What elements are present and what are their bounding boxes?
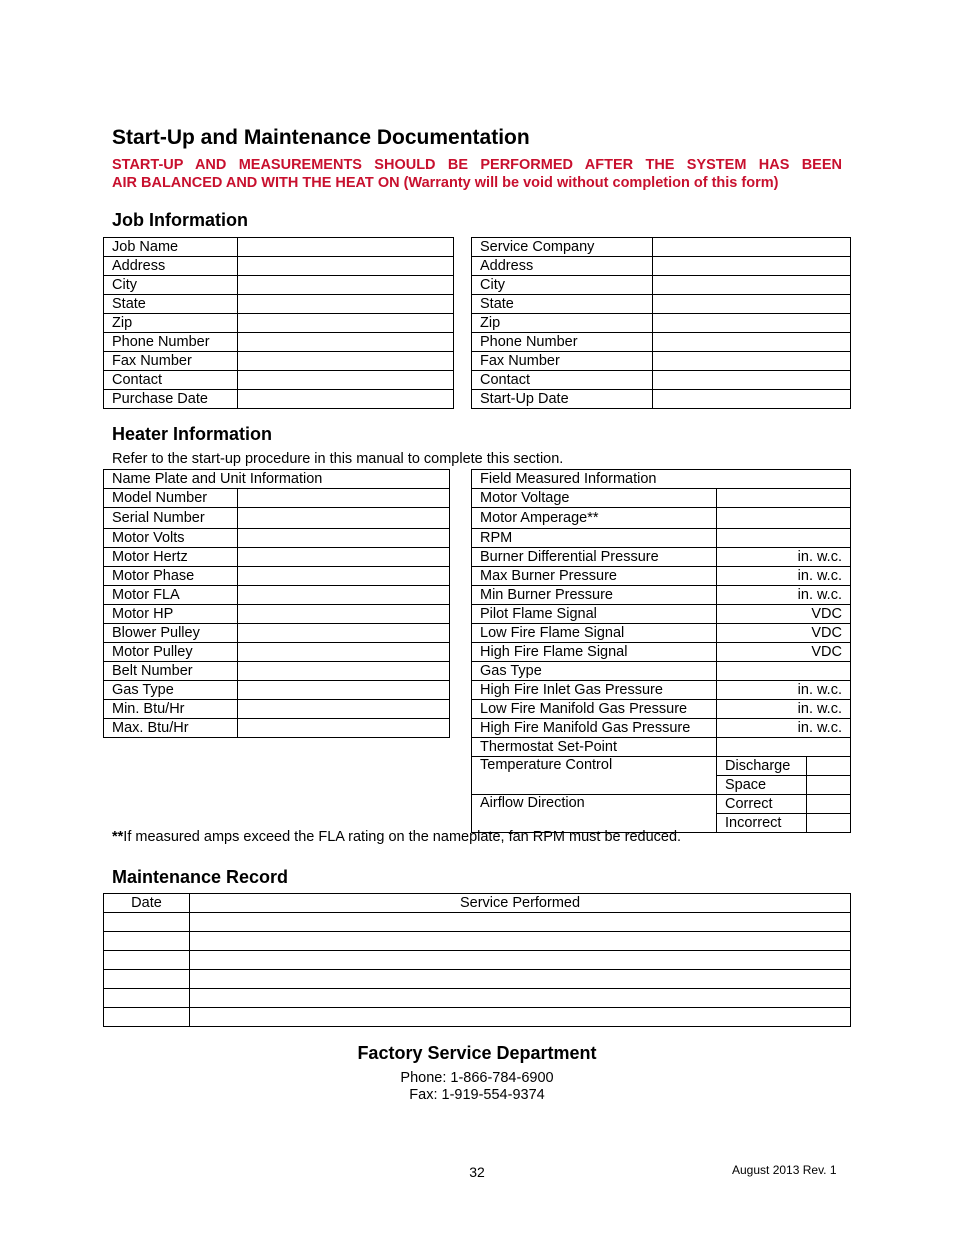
maintenance-row <box>104 1008 851 1027</box>
service-info-row-label: Start-Up Date <box>472 390 653 409</box>
maintenance-service-field[interactable] <box>190 1008 851 1027</box>
field-measured-row <box>472 662 851 681</box>
name-plate-row-field[interactable] <box>238 719 450 738</box>
field-measured-label: Gas Type <box>472 662 717 681</box>
job-info-row-label: State <box>104 295 238 314</box>
form-row <box>472 371 851 390</box>
field-measured-label: High Fire Manifold Gas Pressure <box>472 719 717 738</box>
form-row <box>104 314 454 333</box>
form-row <box>104 567 450 586</box>
form-row <box>104 508 450 529</box>
name-plate-row-label: Min. Btu/Hr <box>104 700 238 719</box>
name-plate-row-field[interactable] <box>238 508 450 529</box>
name-plate-row-field[interactable] <box>238 662 450 681</box>
service-info-row-label: City <box>472 276 653 295</box>
field-measured-value[interactable] <box>717 662 851 681</box>
temperature-control-option: Discharge <box>717 757 807 776</box>
name-plate-row-field[interactable] <box>238 548 450 567</box>
job-info-row-field[interactable] <box>238 371 454 390</box>
field-measured-value[interactable]: VDC <box>717 643 851 662</box>
form-row <box>472 333 851 352</box>
name-plate-row-label: Motor HP <box>104 605 238 624</box>
temperature-control-row <box>472 757 851 776</box>
job-info-row-label: Contact <box>104 371 238 390</box>
service-info-row-label: Zip <box>472 314 653 333</box>
name-plate-row-label: Belt Number <box>104 662 238 681</box>
name-plate-row-field[interactable] <box>238 681 450 700</box>
field-measured-label: Thermostat Set-Point <box>472 738 717 757</box>
field-measured-label: Low Fire Flame Signal <box>472 624 717 643</box>
field-measured-value[interactable] <box>717 738 851 757</box>
service-info-row-label: State <box>472 295 653 314</box>
service-info-row-field[interactable] <box>653 371 851 390</box>
field-measured-table <box>471 469 851 833</box>
field-measured-label: Motor Voltage <box>472 489 717 508</box>
name-plate-row-field[interactable] <box>238 624 450 643</box>
warning-line-1: START-UP AND MEASUREMENTS SHOULD BE PERFORMED AFTER THE SYSTEM HAS BEEN <box>112 157 842 173</box>
field-measured-value[interactable]: VDC <box>717 624 851 643</box>
field-measured-label: Motor Amperage** <box>472 508 717 529</box>
field-measured-row <box>472 567 851 586</box>
field-measured-row <box>472 508 851 529</box>
form-row <box>104 489 450 508</box>
airflow-direction-option: Correct <box>717 795 807 814</box>
job-info-row-label: Fax Number <box>104 352 238 371</box>
maintenance-service-field[interactable] <box>190 932 851 951</box>
field-measured-row <box>472 605 851 624</box>
service-info-row-label: Phone Number <box>472 333 653 352</box>
form-row <box>104 352 454 371</box>
form-row <box>472 257 851 276</box>
maintenance-service-field[interactable] <box>190 989 851 1008</box>
maintenance-row <box>104 951 851 970</box>
form-row <box>472 352 851 371</box>
page-title: Start-Up and Maintenance Documentation <box>112 126 530 149</box>
field-measured-row <box>472 738 851 757</box>
job-info-row-label: City <box>104 276 238 295</box>
job-info-table <box>103 237 454 409</box>
form-row <box>472 295 851 314</box>
field-measured-header: Field Measured Information <box>472 470 851 489</box>
field-measured-value[interactable] <box>717 508 851 529</box>
field-measured-row <box>472 719 851 738</box>
form-row <box>104 643 450 662</box>
name-plate-row-label: Gas Type <box>104 681 238 700</box>
field-measured-row <box>472 643 851 662</box>
job-info-row-field[interactable] <box>238 314 454 333</box>
name-plate-row-label: Serial Number <box>104 508 238 529</box>
name-plate-row-field[interactable] <box>238 529 450 548</box>
name-plate-row-field[interactable] <box>238 700 450 719</box>
service-info-row-field[interactable] <box>653 295 851 314</box>
footnote-text: If measured amps exceed the FLA rating on the nameplate, fan RPM must be reduced. <box>123 829 682 845</box>
job-info-row-label: Phone Number <box>104 333 238 352</box>
maintenance-row <box>104 932 851 951</box>
field-measured-label: Burner Differential Pressure <box>472 548 717 567</box>
field-measured-value[interactable]: in. w.c. <box>717 719 851 738</box>
service-info-row-field[interactable] <box>653 276 851 295</box>
form-row <box>104 333 454 352</box>
form-row <box>472 276 851 295</box>
job-info-row-label: Address <box>104 257 238 276</box>
temperature-control-checkbox[interactable] <box>807 776 851 795</box>
service-info-row-label: Contact <box>472 371 653 390</box>
form-row <box>472 314 851 333</box>
form-row <box>104 700 450 719</box>
form-row <box>104 529 450 548</box>
form-row <box>104 548 450 567</box>
form-row <box>104 390 454 409</box>
service-info-row-field[interactable] <box>653 314 851 333</box>
maintenance-date-field[interactable] <box>104 932 190 951</box>
service-info-row-field[interactable] <box>653 390 851 409</box>
service-info-row-field[interactable] <box>653 352 851 371</box>
service-company-table <box>471 237 851 409</box>
service-info-row-field[interactable] <box>653 333 851 352</box>
name-plate-header: Name Plate and Unit Information <box>104 470 450 489</box>
temperature-control-label: Temperature Control <box>472 757 717 795</box>
airflow-direction-checkbox[interactable] <box>807 795 851 814</box>
field-measured-value[interactable]: in. w.c. <box>717 681 851 700</box>
heater-information-note: Refer to the start-up procedure in this manual to complete this section. <box>112 451 564 467</box>
heater-information-heading: Heater Information <box>112 424 273 444</box>
field-measured-row <box>472 700 851 719</box>
temperature-control-checkbox[interactable] <box>807 757 851 776</box>
maintenance-service-field[interactable] <box>190 951 851 970</box>
field-measured-value[interactable] <box>717 489 851 508</box>
name-plate-row-field[interactable] <box>238 489 450 508</box>
name-plate-row-field[interactable] <box>238 643 450 662</box>
service-info-row-label: Address <box>472 257 653 276</box>
form-row <box>472 238 851 257</box>
field-measured-label: Low Fire Manifold Gas Pressure <box>472 700 717 719</box>
field-measured-value[interactable] <box>717 529 851 548</box>
form-row <box>104 257 454 276</box>
name-plate-row-field[interactable] <box>238 567 450 586</box>
maintenance-date-field[interactable] <box>104 989 190 1008</box>
field-measured-row <box>472 529 851 548</box>
form-row <box>104 586 450 605</box>
name-plate-row-label: Motor FLA <box>104 586 238 605</box>
form-row <box>104 624 450 643</box>
form-row <box>104 238 454 257</box>
airflow-direction-checkbox[interactable] <box>807 814 851 833</box>
field-measured-row <box>472 548 851 567</box>
page-number: 32 <box>469 1164 485 1180</box>
field-measured-value[interactable]: in. w.c. <box>717 700 851 719</box>
job-information-heading: Job Information <box>112 210 248 230</box>
temperature-control-option: Space <box>717 776 807 795</box>
form-row <box>472 390 851 409</box>
name-plate-table <box>103 469 450 738</box>
service-info-row-field[interactable] <box>653 257 851 276</box>
form-row <box>104 662 450 681</box>
job-info-row-field[interactable] <box>238 238 454 257</box>
field-measured-label: High Fire Flame Signal <box>472 643 717 662</box>
name-plate-row-label: Max. Btu/Hr <box>104 719 238 738</box>
field-measured-value[interactable]: in. w.c. <box>717 586 851 605</box>
service-info-row-label: Service Company <box>472 238 653 257</box>
maintenance-record-heading: Maintenance Record <box>112 867 289 887</box>
airflow-direction-row <box>472 795 851 814</box>
maintenance-row <box>104 989 851 1008</box>
revision-label: August 2013 Rev. 1 <box>732 1163 837 1177</box>
field-measured-label: Max Burner Pressure <box>472 567 717 586</box>
factory-fax: Fax: 1-919-554-9374 <box>409 1087 545 1103</box>
maintenance-row <box>104 970 851 989</box>
maintenance-date-field[interactable] <box>104 913 190 932</box>
factory-phone: Phone: 1-866-784-6900 <box>400 1070 554 1086</box>
name-plate-row-label: Motor Volts <box>104 529 238 548</box>
field-measured-row <box>472 624 851 643</box>
field-measured-value[interactable]: in. w.c. <box>717 567 851 586</box>
job-info-row-label: Job Name <box>104 238 238 257</box>
airflow-direction-label: Airflow Direction <box>472 795 717 833</box>
form-row <box>104 605 450 624</box>
field-measured-row <box>472 681 851 700</box>
maintenance-service-field[interactable] <box>190 970 851 989</box>
form-row <box>104 276 454 295</box>
field-measured-label: RPM <box>472 529 717 548</box>
form-row <box>104 681 450 700</box>
maintenance-row <box>104 913 851 932</box>
service-info-row-field[interactable] <box>653 238 851 257</box>
form-row <box>104 719 450 738</box>
maintenance-record-table <box>103 893 851 1027</box>
job-info-row-label: Zip <box>104 314 238 333</box>
field-measured-value[interactable]: in. w.c. <box>717 548 851 567</box>
name-plate-row-field[interactable] <box>238 605 450 624</box>
form-row <box>104 295 454 314</box>
job-info-row-field[interactable] <box>238 257 454 276</box>
warning-line-2: AIR BALANCED AND WITH THE HEAT ON (Warranty will be void without completion of this form) <box>112 175 779 191</box>
maintenance-service-header: Service Performed <box>190 894 851 913</box>
name-plate-row-label: Blower Pulley <box>104 624 238 643</box>
maintenance-date-field[interactable] <box>104 970 190 989</box>
field-measured-label: Pilot Flame Signal <box>472 605 717 624</box>
field-measured-label: Min Burner Pressure <box>472 586 717 605</box>
footnote <box>112 829 681 845</box>
maintenance-date-field[interactable] <box>104 951 190 970</box>
maintenance-date-field[interactable] <box>104 1008 190 1027</box>
name-plate-row-label: Motor Phase <box>104 567 238 586</box>
field-measured-label: High Fire Inlet Gas Pressure <box>472 681 717 700</box>
name-plate-row-label: Model Number <box>104 489 238 508</box>
maintenance-service-field[interactable] <box>190 913 851 932</box>
service-info-row-label: Fax Number <box>472 352 653 371</box>
name-plate-row-label: Motor Pulley <box>104 643 238 662</box>
job-info-row-field[interactable] <box>238 333 454 352</box>
name-plate-row-field[interactable] <box>238 586 450 605</box>
maintenance-date-header: Date <box>104 894 190 913</box>
field-measured-row <box>472 586 851 605</box>
field-measured-row <box>472 489 851 508</box>
footnote-mark: ** <box>112 829 124 845</box>
job-info-row-field[interactable] <box>238 276 454 295</box>
job-info-row-field[interactable] <box>238 390 454 409</box>
job-info-row-field[interactable] <box>238 295 454 314</box>
job-info-row-label: Purchase Date <box>104 390 238 409</box>
name-plate-row-label: Motor Hertz <box>104 548 238 567</box>
airflow-direction-option: Incorrect <box>717 814 807 833</box>
form-row <box>104 371 454 390</box>
warning-text <box>112 156 842 192</box>
field-measured-value[interactable]: VDC <box>717 605 851 624</box>
factory-service-heading: Factory Service Department <box>357 1043 597 1063</box>
job-info-row-field[interactable] <box>238 352 454 371</box>
